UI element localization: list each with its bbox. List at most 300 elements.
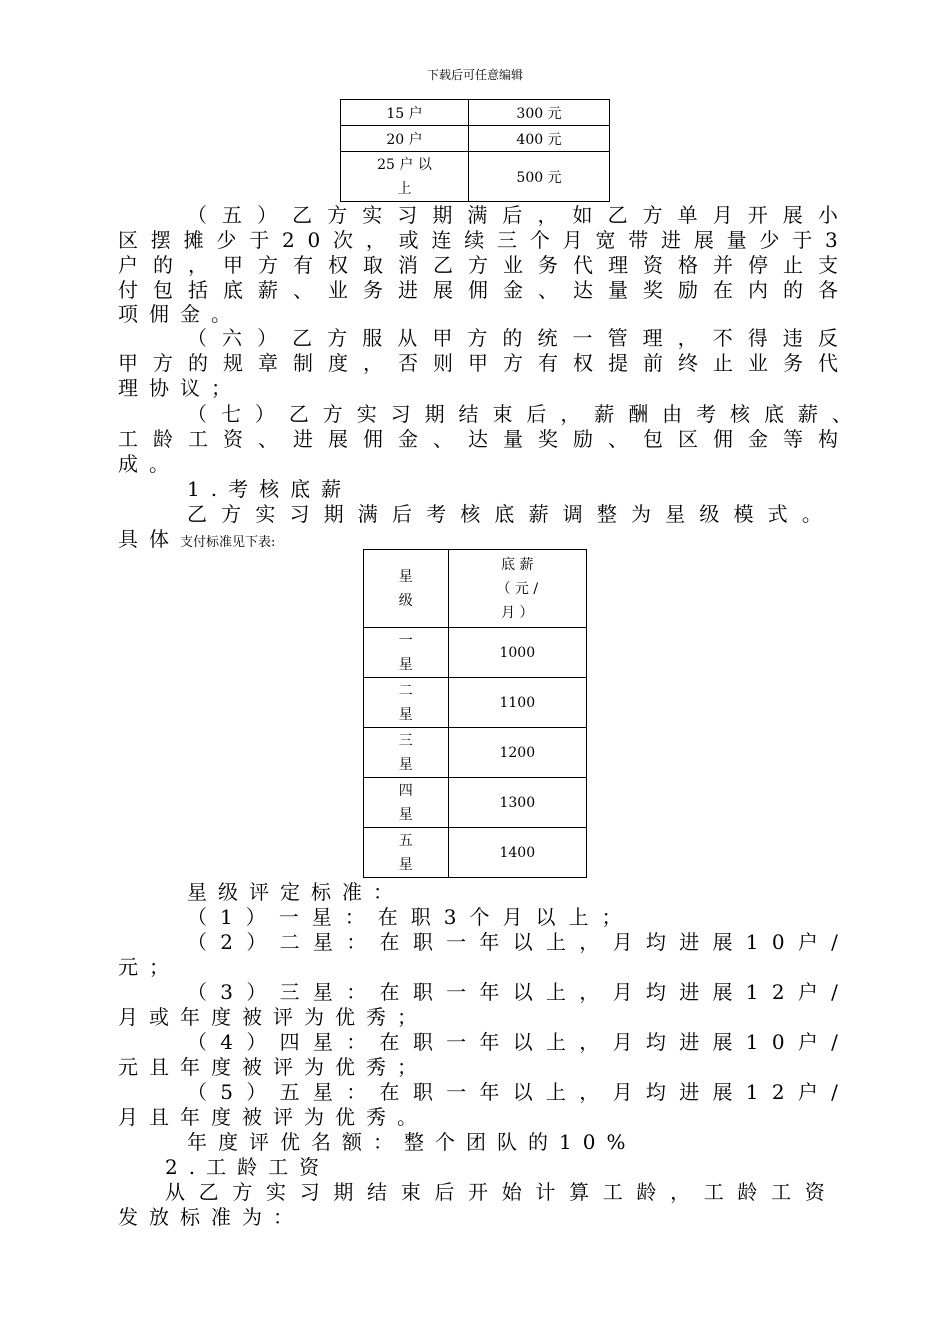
glyph: 在 [379, 930, 400, 954]
table-cell [364, 728, 449, 778]
glyph: 月 [612, 980, 633, 1004]
glyph: ， [537, 203, 558, 227]
glyph: （ [187, 326, 207, 350]
glyph: 期 [424, 402, 445, 426]
glyph: ： [346, 1080, 367, 1104]
paragraph-line [165, 1180, 825, 1205]
glyph: 续 [464, 228, 485, 252]
glyph: 习 [299, 1180, 320, 1204]
paragraph-line [187, 1030, 838, 1055]
glyph: 止 [783, 253, 803, 277]
glyph: ） [246, 930, 267, 954]
glyph: 一 [446, 980, 467, 1004]
glyph: 小 [817, 203, 838, 227]
glyph: 业 [503, 253, 523, 277]
glyph: 4 [220, 1030, 234, 1054]
glyph: （ [187, 980, 207, 1004]
table-cell [364, 678, 449, 728]
glyph: 上 [546, 930, 566, 954]
glyph: 制 [293, 351, 313, 375]
glyph: 次 [333, 228, 354, 252]
glyph: 、 [293, 278, 313, 302]
table-header-cell [364, 550, 449, 628]
glyph: 后 [434, 1180, 455, 1204]
glyph: 量 [726, 228, 747, 252]
glyph: 展 [712, 1080, 733, 1104]
glyph: 核 [460, 502, 481, 526]
glyph: 的 [153, 253, 173, 277]
glyph: 户 [797, 1030, 818, 1054]
glyph: 励 [573, 427, 593, 451]
glyph: / [831, 980, 838, 1004]
glyph: 工 [188, 427, 208, 451]
text-run: 支付标准见下表: [180, 535, 276, 550]
glyph: 、 [258, 427, 278, 451]
glyph: 工 [118, 427, 138, 451]
glyph: 格 [678, 253, 698, 277]
glyph: 业 [328, 278, 348, 302]
text-run: 具体 [118, 527, 180, 551]
table-cell: 20 户 [341, 126, 469, 152]
glyph: 励 [678, 278, 698, 302]
glyph: 代 [573, 253, 593, 277]
glyph: 奖 [538, 427, 558, 451]
glyph: 服 [362, 326, 383, 350]
cell-line: 级 [398, 592, 413, 609]
paragraph-line: 星级评定标准： [187, 880, 404, 904]
cell-line: 星 [398, 756, 413, 773]
glyph: ） [254, 402, 275, 426]
glyph: 方 [322, 402, 343, 426]
glyph: 以 [512, 930, 533, 954]
glyph: 五 [279, 1080, 300, 1104]
glyph: （ [187, 1030, 207, 1054]
glyph: 一 [446, 930, 467, 954]
glyph: 月 [562, 228, 583, 252]
glyph: ， [579, 1030, 600, 1054]
glyph: 习 [390, 402, 411, 426]
glyph: 工 [602, 1180, 623, 1204]
glyph: 规 [223, 351, 243, 375]
glyph: 进 [661, 228, 682, 252]
glyph: 期 [323, 502, 344, 526]
glyph: ， [363, 351, 383, 375]
glyph: 龄 [153, 427, 173, 451]
glyph: 后 [526, 402, 547, 426]
glyph: 甲 [432, 326, 453, 350]
glyph: 0 [307, 228, 321, 252]
glyph: 一 [446, 1030, 467, 1054]
glyph: 七 [220, 402, 241, 426]
glyph: 停 [748, 253, 768, 277]
glyph: ： [346, 980, 367, 1004]
glyph: 考 [426, 502, 447, 526]
glyph: 展 [328, 427, 348, 451]
glyph: 展 [712, 930, 733, 954]
glyph: 。 [801, 502, 822, 526]
glyph: 方 [232, 1180, 253, 1204]
glyph: 达 [468, 427, 488, 451]
glyph: 违 [782, 326, 803, 350]
glyph: 理 [642, 326, 663, 350]
glyph: 的 [783, 278, 803, 302]
glyph: 职 [412, 1080, 433, 1104]
glyph: 户 [797, 980, 818, 1004]
cell-line: 星 [398, 806, 413, 823]
glyph: 统 [537, 326, 558, 350]
glyph: 、 [608, 427, 628, 451]
glyph: 内 [748, 278, 768, 302]
glyph: 进 [398, 278, 418, 302]
table-cell: 400 元 [469, 126, 610, 152]
glyph: 星 [312, 1030, 333, 1054]
glyph: ， [677, 326, 698, 350]
glyph: 1 [745, 930, 759, 954]
glyph: 开 [468, 1180, 489, 1204]
glyph: 开 [747, 203, 768, 227]
glyph: 展 [782, 203, 803, 227]
glyph: 实 [356, 402, 377, 426]
glyph: 各 [818, 278, 838, 302]
section-heading: 2.工龄工资 [165, 1155, 331, 1179]
glyph: 底 [494, 502, 515, 526]
glyph: 户 [118, 253, 138, 277]
glyph: 权 [328, 253, 348, 277]
glyph: 资 [223, 427, 243, 451]
cell-line: 三 [398, 732, 413, 749]
glyph: 三 [497, 228, 518, 252]
glyph: 星 [665, 502, 686, 526]
paragraph-line [118, 427, 838, 452]
glyph: 度 [328, 351, 348, 375]
glyph: 酬 [628, 402, 649, 426]
glyph: 前 [643, 351, 663, 375]
glyph: （ [187, 402, 207, 426]
section-heading: 1.考核底薪 [187, 477, 353, 501]
cell-line: 星 [398, 568, 413, 585]
glyph: 乙 [433, 253, 453, 277]
glyph: 职 [412, 980, 433, 1004]
glyph: 方 [642, 203, 663, 227]
glyph: ， [560, 402, 581, 426]
glyph: 进 [679, 1080, 700, 1104]
glyph: 业 [748, 351, 768, 375]
glyph: 年 [479, 1080, 500, 1104]
glyph: 方 [327, 326, 348, 350]
glyph: 2 [771, 980, 785, 1004]
glyph: 上 [546, 1030, 566, 1054]
glyph: 户 [797, 1080, 818, 1104]
glyph: 模 [733, 502, 754, 526]
glyph: 章 [258, 351, 278, 375]
glyph: 金 [748, 427, 768, 451]
glyph: 区 [678, 427, 698, 451]
glyph: 支 [818, 253, 838, 277]
glyph: 展 [712, 980, 733, 1004]
glyph: 代 [818, 351, 838, 375]
paragraph-line: 项佣金。 [118, 302, 242, 326]
paragraph-line [187, 1080, 838, 1105]
glyph: 月 [712, 203, 733, 227]
table-cell: 300 元 [469, 100, 610, 126]
glyph: ： [346, 1030, 367, 1054]
glyph: 均 [645, 1030, 666, 1054]
glyph: 方 [221, 502, 242, 526]
glyph: 实 [362, 203, 383, 227]
glyph: 薪 [594, 402, 615, 426]
table-header-cell [448, 550, 586, 628]
glyph: 得 [747, 326, 768, 350]
paragraph-line [118, 278, 838, 303]
glyph: 以 [512, 1080, 533, 1104]
glyph: 务 [538, 253, 558, 277]
glyph: 少 [216, 228, 237, 252]
glyph: 达 [573, 278, 593, 302]
glyph: 六 [222, 326, 243, 350]
paragraph-line: 理协议； [118, 376, 242, 400]
glyph: 少 [759, 228, 780, 252]
cell-line: 二 [398, 682, 413, 699]
paragraph-line: 元； [118, 955, 180, 979]
glyph: 在 [379, 1030, 400, 1054]
glyph: 二 [279, 930, 300, 954]
glyph: 取 [363, 253, 383, 277]
glyph: 核 [730, 402, 750, 426]
glyph: 考 [696, 402, 717, 426]
glyph: 金 [398, 427, 418, 451]
paragraph-line: 发放标准为： [118, 1205, 304, 1229]
glyph: 佣 [363, 427, 383, 451]
glyph: 2 [771, 1080, 785, 1104]
glyph: 不 [712, 326, 733, 350]
glyph: 均 [645, 1080, 666, 1104]
glyph: 带 [628, 228, 649, 252]
glyph: 乙 [288, 402, 309, 426]
paragraph-line: 月且年度被评为优秀。 [118, 1105, 428, 1129]
glyph: 在 [379, 980, 400, 1004]
glyph: 乙 [198, 1180, 219, 1204]
glyph: 星 [312, 980, 333, 1004]
paragraph-line [118, 253, 838, 278]
glyph: 务 [783, 351, 803, 375]
cell-line: 25 户 以 [377, 156, 432, 173]
glyph: 实 [255, 502, 276, 526]
cell-line: 五 [398, 832, 413, 849]
glyph: 1 [745, 1030, 759, 1054]
glyph: 从 [165, 1180, 185, 1204]
glyph: ， [579, 1080, 600, 1104]
glyph: 摊 [183, 228, 204, 252]
glyph: 由 [662, 402, 683, 426]
table-cell: 15 户 [341, 100, 469, 126]
cell-line: （ 元 / [496, 580, 539, 597]
paragraph-line [118, 527, 275, 552]
glyph: 个 [529, 228, 550, 252]
glyph: 有 [293, 253, 313, 277]
glyph: 方 [327, 203, 348, 227]
glyph: 金 [503, 278, 523, 302]
paragraph-line: （1）一星：在职3个月以上； [187, 905, 635, 929]
glyph: 底 [763, 402, 784, 426]
glyph: 调 [562, 502, 583, 526]
glyph: 以 [512, 1030, 533, 1054]
glyph: 0 [771, 1030, 785, 1054]
glyph: 5 [220, 1080, 234, 1104]
glyph: 甲 [118, 351, 138, 375]
glyph: 单 [677, 203, 698, 227]
glyph: 三 [279, 980, 300, 1004]
glyph: ） [246, 1030, 267, 1054]
glyph: 龄 [636, 1180, 657, 1204]
glyph: 方 [467, 326, 488, 350]
glyph: 则 [433, 351, 453, 375]
page-header-note: 下载后可任意编辑 [426, 68, 523, 82]
cell-line: 星 [398, 856, 413, 873]
glyph: 工 [771, 1180, 792, 1204]
glyph: ： [346, 930, 367, 954]
glyph: 2 [220, 930, 234, 954]
glyph: （ [187, 930, 207, 954]
glyph: 如 [572, 203, 593, 227]
glyph: 于 [249, 228, 270, 252]
glyph: 展 [433, 278, 453, 302]
glyph: / [831, 930, 838, 954]
glyph: 宽 [595, 228, 616, 252]
paragraph-line: 月或年度被评为优秀； [118, 1005, 428, 1029]
glyph: 后 [502, 203, 523, 227]
table-cell: 1400 [448, 828, 586, 878]
glyph: 乙 [292, 326, 313, 350]
glyph: （ [187, 203, 207, 227]
paragraph-line [118, 228, 838, 253]
glyph: 习 [397, 203, 418, 227]
glyph: / [831, 1080, 838, 1104]
paragraph-line: 年度评优名额：整个团队的10% [187, 1130, 637, 1154]
table-cell [364, 778, 449, 828]
paragraph-line [187, 502, 822, 527]
glyph: 月 [612, 930, 633, 954]
glyph: 、 [831, 402, 852, 426]
glyph: 月 [612, 1080, 633, 1104]
glyph: 工 [703, 1180, 724, 1204]
table-cell [341, 152, 469, 202]
glyph: 有 [538, 351, 558, 375]
table-cell: 1000 [448, 628, 586, 678]
glyph: 年 [479, 930, 500, 954]
glyph: 星 [312, 930, 333, 954]
glyph: 于 [792, 228, 813, 252]
glyph: 星 [312, 1080, 333, 1104]
glyph: ， [365, 228, 386, 252]
cell-line: 星 [398, 706, 413, 723]
cell-line: 一 [398, 632, 413, 649]
cell-line: 月 ） [501, 604, 534, 621]
paragraph-line [187, 980, 838, 1005]
glyph: 量 [608, 278, 628, 302]
paragraph-line [187, 203, 838, 228]
glyph: 进 [679, 930, 700, 954]
glyph: 从 [397, 326, 418, 350]
glyph: 期 [432, 203, 453, 227]
glyph: 量 [503, 427, 523, 451]
glyph: 并 [713, 253, 733, 277]
glyph: 职 [412, 930, 433, 954]
glyph: 2 [281, 228, 295, 252]
table-cell: 500 元 [469, 152, 610, 202]
glyph: 括 [188, 278, 208, 302]
glyph: 结 [367, 1180, 388, 1204]
glyph: ， [188, 253, 208, 277]
glyph: 月 [612, 1030, 633, 1054]
glyph: （ [187, 1080, 207, 1104]
glyph: 摆 [150, 228, 171, 252]
glyph: 薪 [797, 402, 818, 426]
glyph: 职 [412, 1030, 433, 1054]
glyph: 四 [279, 1030, 300, 1054]
glyph: 包 [643, 427, 663, 451]
glyph: 展 [693, 228, 714, 252]
glyph: 佣 [713, 427, 733, 451]
glyph: 乙 [187, 502, 207, 526]
glyph: 止 [713, 351, 733, 375]
glyph: 均 [645, 930, 666, 954]
glyph: 1 [745, 1080, 759, 1104]
paragraph-line [118, 351, 838, 376]
glyph: 管 [607, 326, 628, 350]
glyph: 上 [546, 980, 566, 1004]
glyph: 付 [118, 278, 138, 302]
glyph: 终 [678, 351, 698, 375]
glyph: 消 [398, 253, 418, 277]
glyph: 进 [679, 980, 700, 1004]
glyph: 理 [608, 253, 628, 277]
glyph: 方 [468, 253, 488, 277]
glyph: 年 [479, 980, 500, 1004]
glyph: 连 [431, 228, 452, 252]
glyph: 构 [818, 427, 838, 451]
paragraph-line [187, 326, 838, 351]
glyph: 年 [479, 1030, 500, 1054]
cell-line: 星 [398, 656, 413, 673]
glyph: 在 [713, 278, 733, 302]
glyph: 整 [596, 502, 617, 526]
glyph: 进 [679, 1030, 700, 1054]
paragraph-line [187, 402, 852, 427]
glyph: 为 [631, 502, 652, 526]
cell-line: 底 薪 [501, 556, 534, 573]
cell-line: 四 [398, 782, 413, 799]
glyph: 算 [569, 1180, 590, 1204]
commission-table [340, 99, 610, 202]
glyph: 佣 [468, 278, 488, 302]
glyph: ） [246, 980, 267, 1004]
glyph: 结 [458, 402, 479, 426]
glyph: 计 [535, 1180, 556, 1204]
glyph: 期 [333, 1180, 354, 1204]
glyph: 一 [446, 1080, 467, 1104]
glyph: 以 [512, 980, 533, 1004]
glyph: 资 [804, 1180, 825, 1204]
glyph: 0 [771, 930, 785, 954]
glyph: ， [579, 930, 600, 954]
glyph: 等 [783, 427, 803, 451]
table-cell [364, 828, 449, 878]
glyph: 展 [712, 1030, 733, 1054]
glyph: 的 [502, 326, 523, 350]
glyph: 权 [573, 351, 593, 375]
glyph: 或 [398, 228, 419, 252]
glyph: 户 [797, 930, 818, 954]
